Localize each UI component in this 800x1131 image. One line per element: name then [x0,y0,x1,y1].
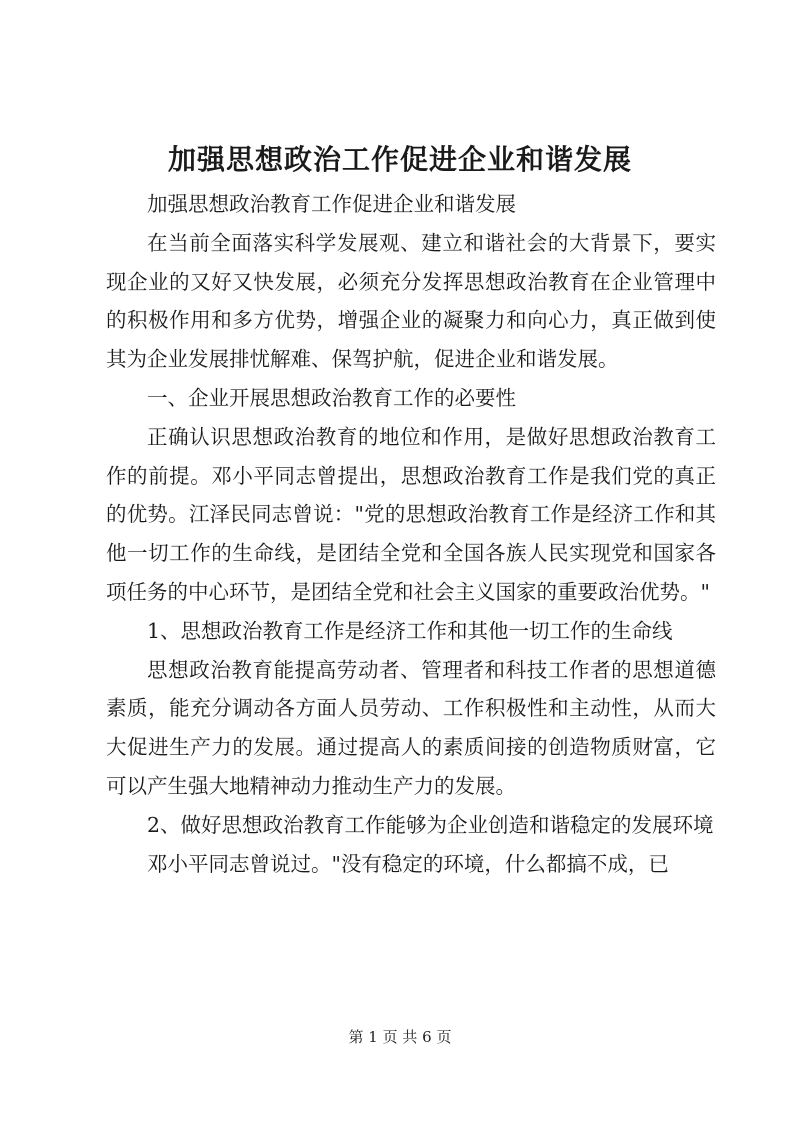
subtitle-paragraph: 加强思想政治教育工作促进企业和谐发展 [147,192,516,216]
subsection-heading-2: 2、做好思想政治教育工作能够为企业创造和谐稳定的发展环境 [147,812,714,837]
document-body [106,185,716,883]
page-title: 加强思想政治工作促进企业和谐发展 [167,143,632,176]
body-paragraph: 正确认识思想政治教育的地位和作用，是做好思想政治教育工作的前提。邓小平同志曾提出，思想政治教育工作是我们党的真正的优势。江泽民同志曾说："党的思想政治教育工作是经济工作和其他一切工作的生命线，是团结全党和全国各族人民实现党和国家各项任务的中心环节，是团结全党和社会主义国家的重要政治优势。" [106,424,716,604]
page-number-footer: 第 1 页 共 6 页 [348,1028,452,1046]
intro-paragraph: 在当前全面落实科学发展观、建立和谐社会的大背景下，要实现企业的又好又快发展，必须充分发挥思想政治教育在企业管理中的积极作用和多方优势，增强企业的凝聚力和向心力，真正做到使其为企业发展排忧解难、保驾护航，促进企业和谐发展。 [106,230,716,372]
section-heading-1: 一、企业开展思想政治教育工作的必要性 [147,385,516,410]
body-paragraph: 邓小平同志曾说过。"没有稳定的环境，什么都搞不成，已 [147,851,669,876]
subsection-heading-1: 1、思想政治教育工作是经济工作和其他一切工作的生命线 [147,618,673,643]
body-paragraph: 思想政治教育能提高劳动者、管理者和科技工作者的思想道德素质，能充分调动各方面人员劳动、工作积极性和主动性，从而大大促进生产力的发展。通过提高人的素质间接的创造物质财富，它可以产生强大地精神动力推动生产力的发展。 [106,657,716,798]
